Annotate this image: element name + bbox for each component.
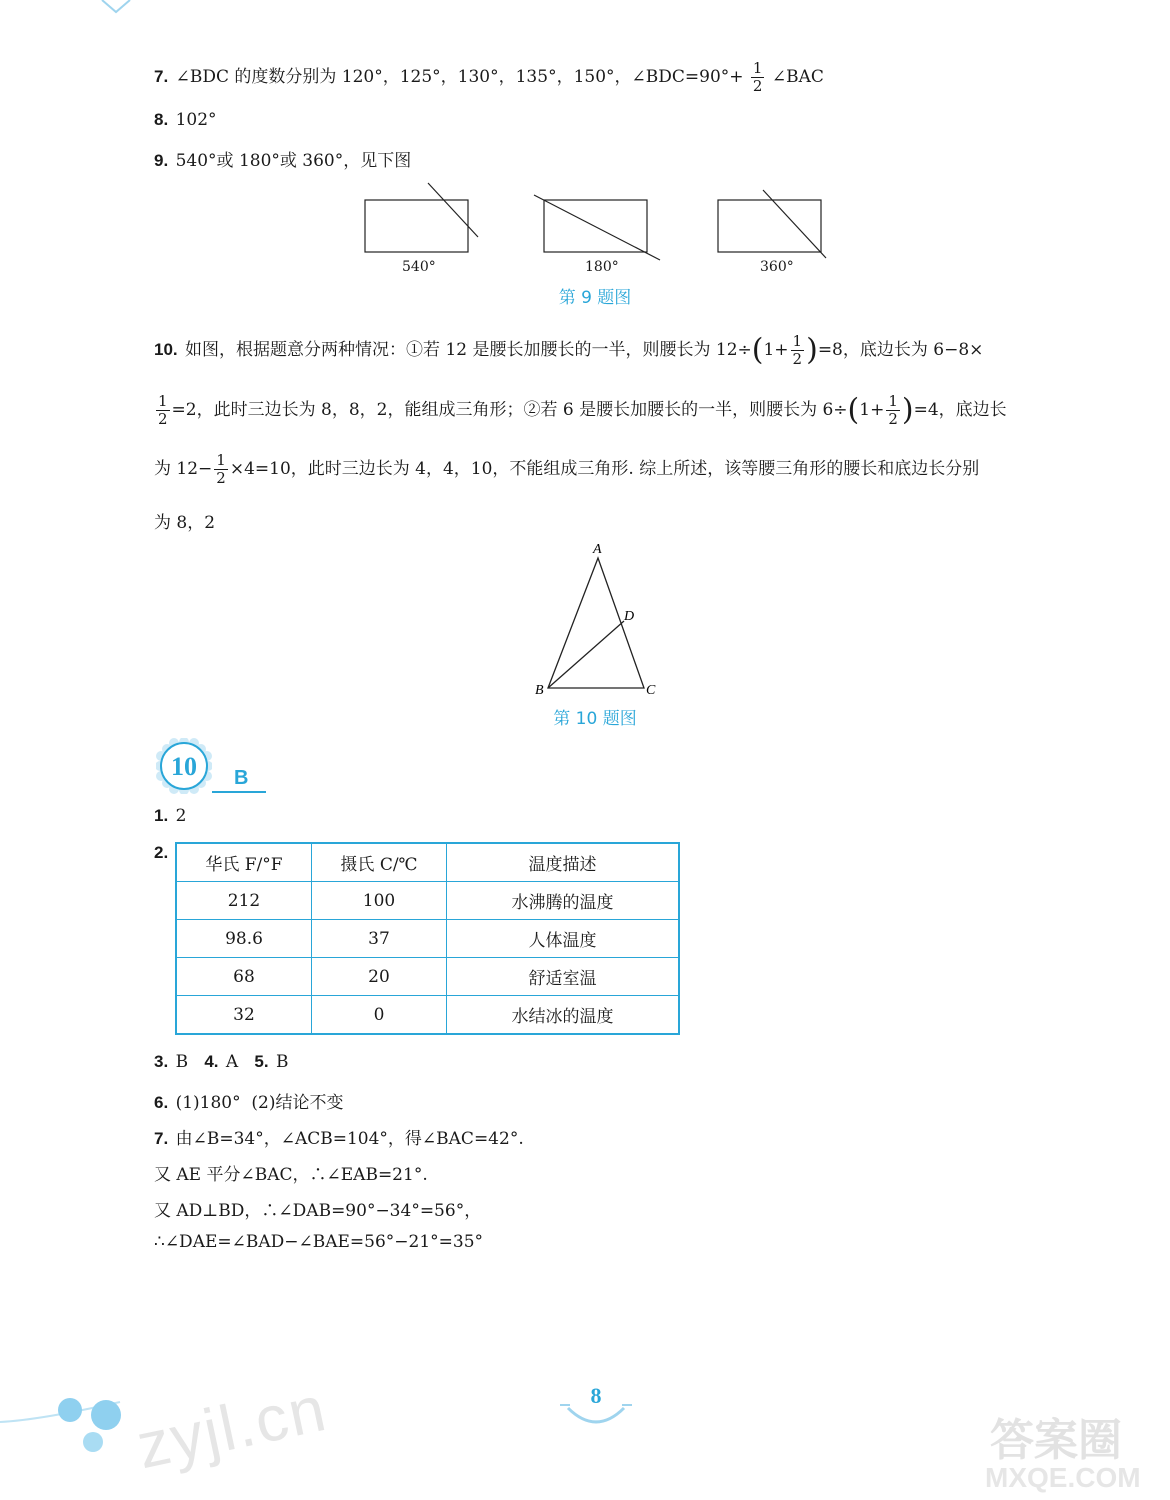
point-c-label: C bbox=[646, 683, 656, 698]
answer-text: 540°或 180°或 360°，见下图 bbox=[175, 151, 412, 171]
figure-9-rectangles bbox=[360, 180, 840, 270]
cut-line-540 bbox=[428, 183, 478, 237]
answer-text: 由∠B=34°，∠ACB=104°，得∠BAC=42°. bbox=[175, 1129, 524, 1149]
temperature-table bbox=[175, 842, 680, 1035]
answer-text: 1+ bbox=[763, 340, 789, 360]
table-cell: 水结冰的温度 bbox=[447, 996, 680, 1035]
answer-number: 7. bbox=[154, 67, 169, 86]
table-row bbox=[176, 920, 679, 958]
answer-text: (1)180° (2)结论不变 bbox=[175, 1093, 344, 1113]
answer-number: 9. bbox=[154, 151, 169, 170]
paren-open: ( bbox=[847, 392, 860, 428]
answer-text: ×4=10，此时三边长为 4，4，10，不能组成三角形. 综上所述，该等腰三角形的腰长和底边长分别 bbox=[229, 459, 980, 479]
answer-s7-line-1 bbox=[154, 1124, 524, 1149]
table-cell: 37 bbox=[312, 920, 447, 958]
answer-text: B bbox=[276, 1052, 289, 1072]
answer-number: 8. bbox=[154, 110, 169, 129]
table-cell: 20 bbox=[312, 958, 447, 996]
answer-text: 2 bbox=[175, 806, 187, 826]
paren-close: ) bbox=[806, 332, 818, 368]
paren-open: ( bbox=[751, 332, 764, 368]
table-cell: 32 bbox=[176, 996, 312, 1035]
answer-text: A bbox=[225, 1052, 239, 1072]
watermark-right: 答案圈 bbox=[990, 1415, 1122, 1466]
table-cell: 水沸腾的温度 bbox=[447, 882, 680, 920]
answer-text: ∠BAC bbox=[771, 67, 824, 87]
answer-text: =4，底边长 bbox=[913, 400, 1007, 420]
answer-7 bbox=[154, 60, 824, 95]
table-cell: 98.6 bbox=[176, 920, 312, 958]
fraction: $\frac{1}{2}$ bbox=[216, 451, 226, 487]
watermark-left: zyjl.cn bbox=[130, 1371, 334, 1483]
label-180: 180° bbox=[585, 259, 619, 275]
table-header: 温度描述 bbox=[447, 843, 680, 882]
section-badge-icon bbox=[156, 738, 212, 794]
answer-9 bbox=[154, 146, 411, 171]
table-row bbox=[176, 996, 679, 1035]
label-360: 360° bbox=[760, 259, 794, 275]
table-header: 华氏 F/°F bbox=[176, 843, 312, 882]
paren-close: ) bbox=[901, 392, 914, 428]
answer-number: 1. bbox=[154, 806, 169, 825]
answer-s3-5 bbox=[154, 1052, 289, 1072]
figure-9-caption: 第 9 题图 bbox=[558, 288, 632, 308]
point-d-label: D bbox=[624, 609, 635, 624]
fraction: $\frac{1}{2}$ bbox=[158, 392, 168, 428]
answer-s7-line-4 bbox=[154, 1232, 483, 1252]
table-cell: 212 bbox=[176, 882, 312, 920]
answer-text: ∴∠DAE=∠BAD−∠BAE=56°−21°=35° bbox=[154, 1232, 484, 1252]
answer-text: 为 12− bbox=[154, 459, 213, 479]
answer-s6 bbox=[154, 1088, 344, 1113]
top-corner-decoration bbox=[96, 0, 136, 14]
table-cell: 100 bbox=[312, 882, 447, 920]
answer-10-line-3 bbox=[154, 452, 979, 487]
figure-10-caption: 第 10 题图 bbox=[553, 709, 637, 729]
rect-540 bbox=[365, 200, 468, 252]
point-a-label: A bbox=[593, 542, 602, 557]
answer-10-line-1 bbox=[154, 333, 983, 368]
answer-text: 又 AE 平分∠BAC，∴∠EAB=21°. bbox=[154, 1165, 428, 1185]
table-cell: 0 bbox=[312, 996, 447, 1035]
section-underline bbox=[212, 791, 266, 793]
table-row bbox=[176, 882, 679, 920]
answer-text: B bbox=[175, 1052, 189, 1072]
section-badge-number: 10 bbox=[171, 752, 197, 781]
answer-text: 又 AD⊥BD，∴∠DAB=90°−34°=56°， bbox=[154, 1201, 482, 1221]
answer-text: 1+ bbox=[859, 400, 885, 420]
answer-s2 bbox=[154, 843, 170, 863]
fraction: $\frac{1}{2}$ bbox=[792, 332, 803, 368]
table-cell: 68 bbox=[176, 958, 312, 996]
answer-s7-line-3 bbox=[154, 1196, 481, 1221]
table-cell: 人体温度 bbox=[447, 920, 680, 958]
table-cell: 舒适室温 bbox=[447, 958, 680, 996]
answer-number: 4. bbox=[204, 1052, 219, 1071]
label-540: 540° bbox=[402, 259, 436, 275]
answer-number: 6. bbox=[154, 1093, 169, 1112]
answer-text: ∠BDC 的度数分别为 120°，125°，130°，135°，150°，∠BDC=90°+ bbox=[175, 67, 744, 87]
answer-number: 10. bbox=[154, 340, 178, 359]
fraction: $\frac{1}{2}$ bbox=[888, 392, 898, 428]
answer-10-line-4 bbox=[154, 508, 215, 533]
answer-number: 2. bbox=[154, 843, 169, 862]
watermark-site: MXQE.COM bbox=[985, 1462, 1141, 1493]
answer-number: 3. bbox=[154, 1052, 169, 1071]
segment-bd bbox=[548, 621, 624, 688]
answer-text: =2，此时三边长为 8，8，2，能组成三角形；②若 6 是腰长加腰长的一半，则腰长为 6÷ bbox=[171, 400, 848, 420]
table-header-row bbox=[176, 843, 679, 882]
figure-10-triangle bbox=[530, 538, 670, 703]
answer-s7-line-2 bbox=[154, 1160, 428, 1185]
answer-8 bbox=[154, 110, 217, 130]
point-b-label: B bbox=[535, 683, 544, 698]
answer-number: 5. bbox=[254, 1052, 269, 1071]
answer-number: 7. bbox=[154, 1129, 169, 1148]
answer-text: 如图，根据题意分两种情况：①若 12 是腰长加腰长的一半，则腰长为 12÷ bbox=[185, 340, 752, 360]
table-header: 摄氏 C/℃ bbox=[312, 843, 447, 882]
cut-line-180 bbox=[534, 195, 660, 260]
answer-text: 102° bbox=[175, 110, 217, 130]
section-letter: B bbox=[234, 767, 249, 789]
rect-360 bbox=[718, 200, 821, 252]
answer-text: =8，底边长为 6−8× bbox=[817, 340, 984, 360]
table-row bbox=[176, 958, 679, 996]
answer-10-line-2 bbox=[154, 393, 1007, 428]
fraction: $\frac{1}{2}$ bbox=[752, 59, 763, 95]
footer-bubbles-decoration bbox=[0, 1380, 140, 1460]
answer-text: 为 8，2 bbox=[154, 513, 216, 533]
page-number: 8 bbox=[590, 1383, 602, 1408]
answer-s1 bbox=[154, 806, 186, 826]
